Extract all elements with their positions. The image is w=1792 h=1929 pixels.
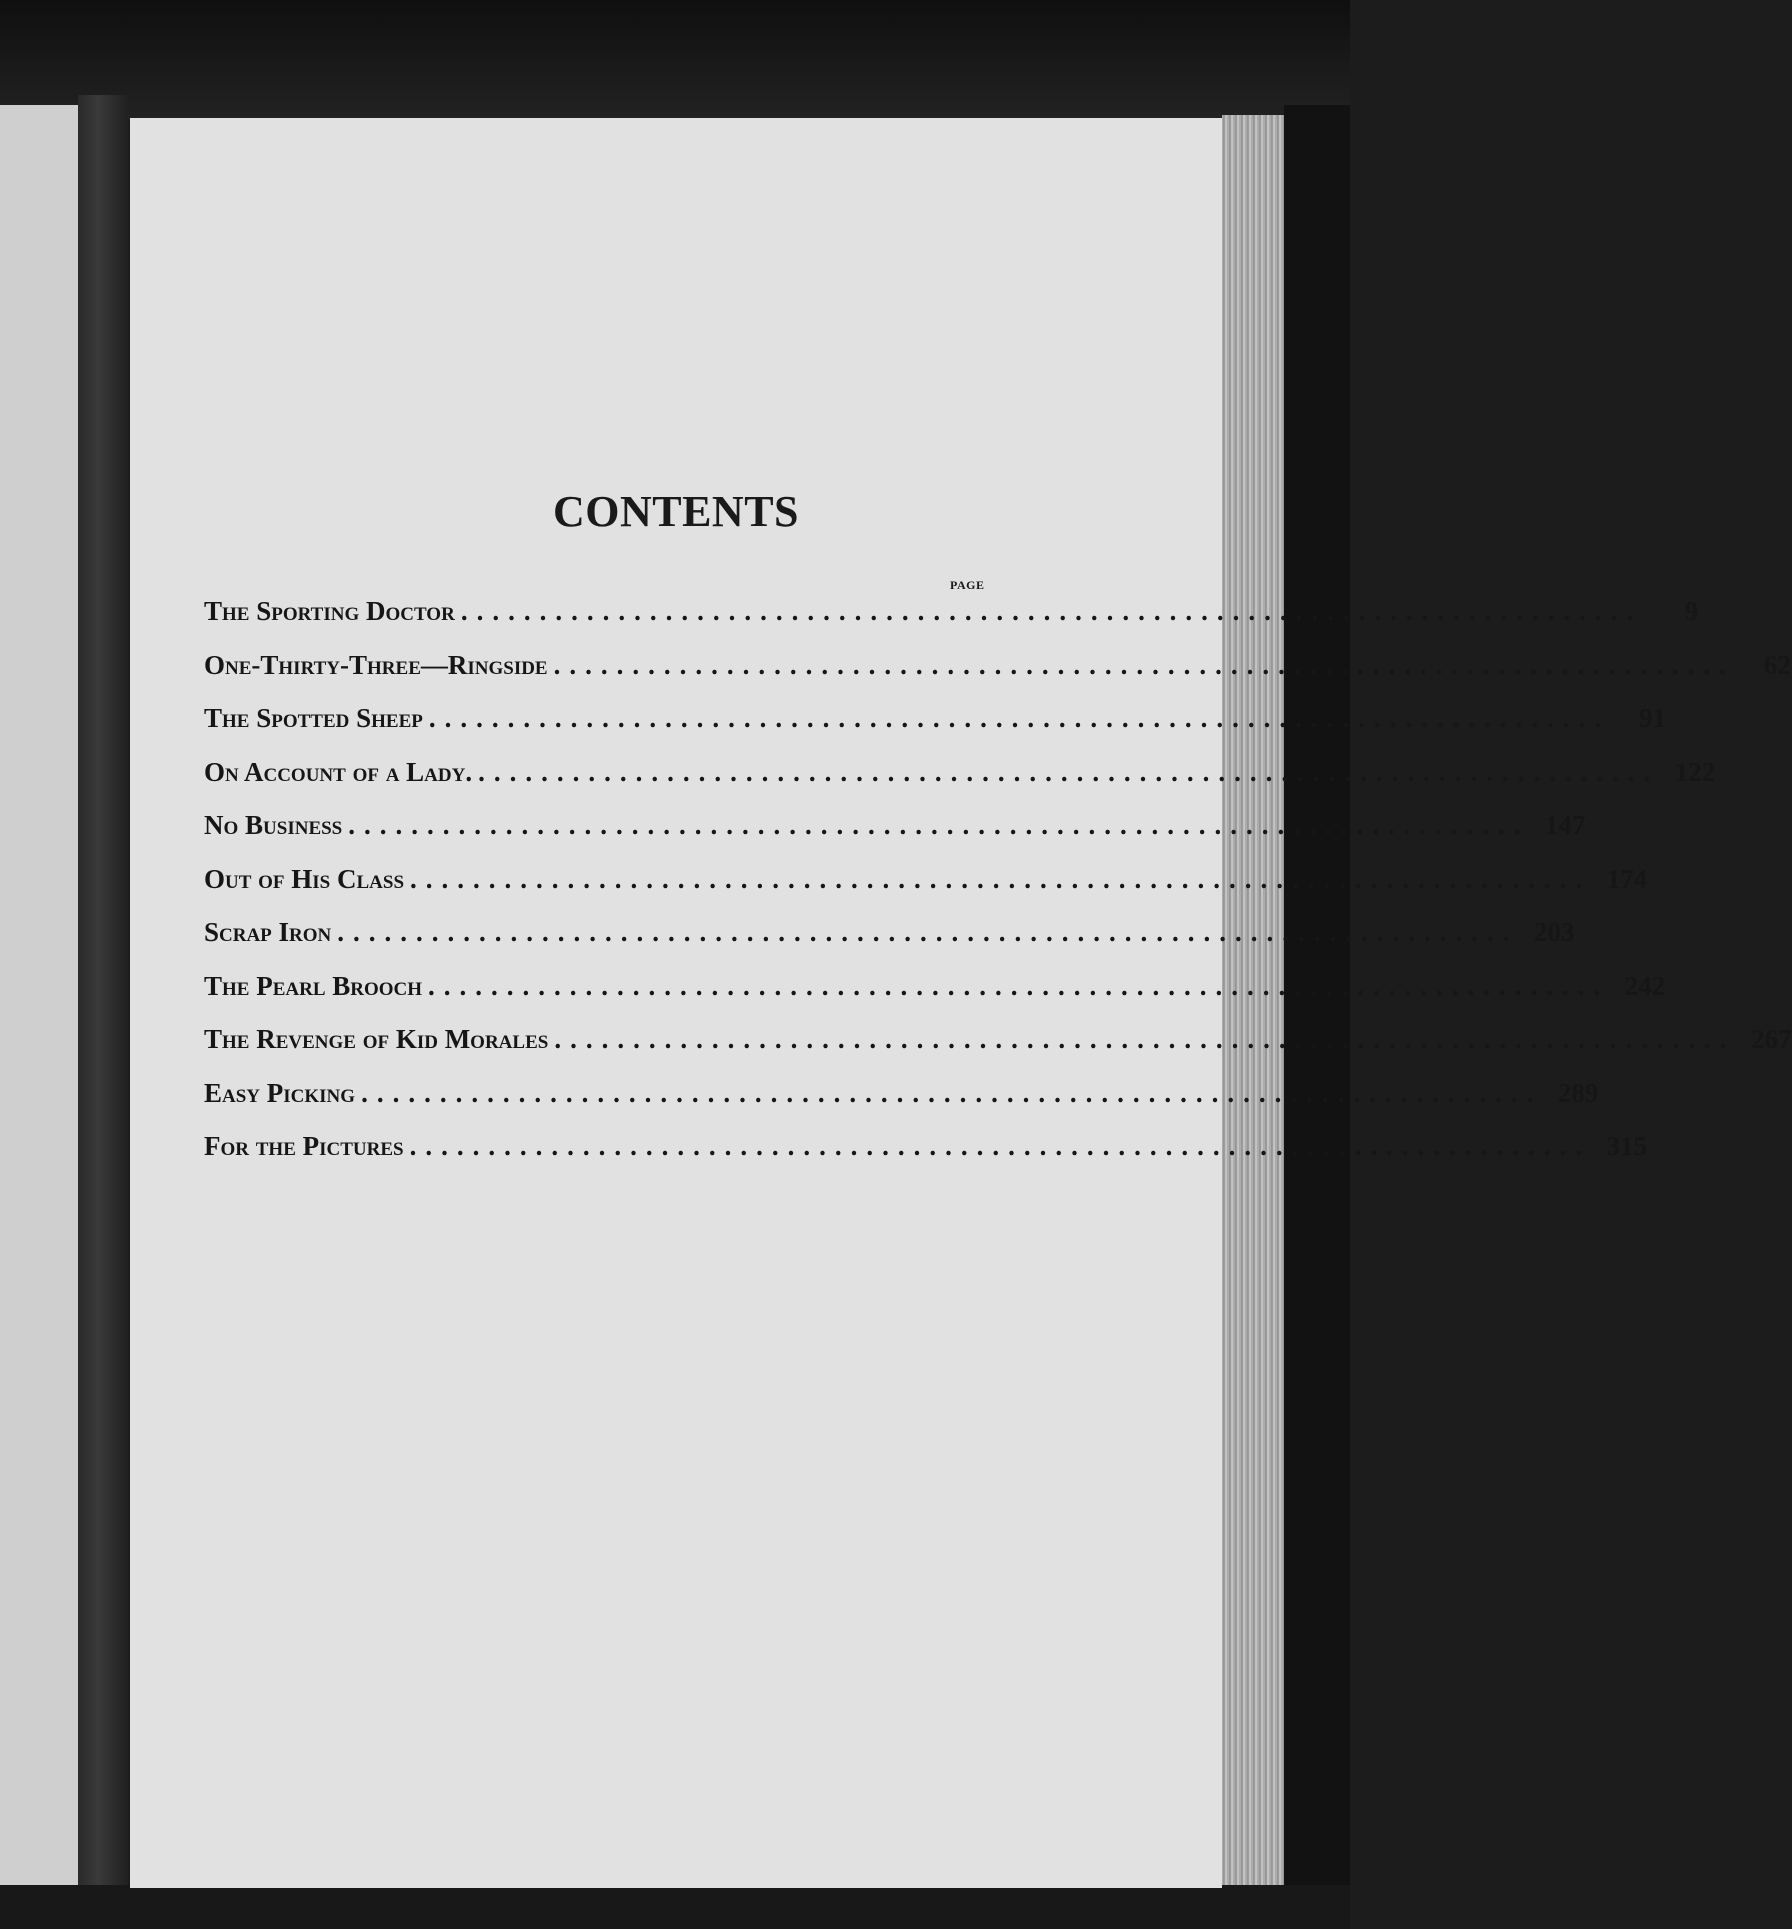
dot-leader: ...........................................................................	[361, 1077, 1543, 1108]
toc-entry-page: 122	[1674, 756, 1716, 787]
toc-entry-title: One-Thirty-Three—Ringside	[204, 649, 548, 680]
dot-leader: ...........................................................................	[428, 703, 1611, 733]
dot-leader: ...........................................................................	[337, 917, 1519, 947]
toc-entry	[204, 596, 1699, 650]
toc-entry	[204, 810, 1586, 864]
toc-entry-page: 267	[1751, 1024, 1792, 1054]
toc-entry	[204, 756, 1716, 811]
toc-entry	[204, 1024, 1792, 1078]
page-column-label: PAGE	[950, 578, 985, 592]
toc-entry-page: 9	[1684, 596, 1699, 626]
toc-entry	[204, 970, 1666, 1025]
toc-entry-page: 203	[1534, 917, 1575, 947]
toc-entry-page: 147	[1545, 810, 1586, 840]
dot-leader: ...........................................................................	[478, 756, 1660, 787]
scan-background-bottom	[0, 1885, 1350, 1929]
toc-entry	[204, 917, 1575, 971]
dot-leader: ...........................................................................	[554, 1024, 1736, 1054]
toc-entry	[204, 863, 1648, 918]
book-spine-shadow	[78, 95, 128, 1895]
toc-entry-title: Easy Picking	[204, 1077, 356, 1108]
toc-entry	[204, 703, 1667, 757]
toc-entry	[204, 649, 1791, 704]
toc-entry-page: 242	[1624, 970, 1666, 1001]
toc-entry-title: The Revenge of Kid Morales	[204, 1024, 549, 1054]
toc-entry-title: For the Pictures	[204, 1131, 404, 1161]
scan-background-right	[1284, 105, 1350, 1929]
toc-entry-title: The Pearl Brooch	[204, 970, 423, 1001]
toc-entry-page: 174	[1606, 863, 1648, 894]
contents-heading: CONTENTS	[552, 487, 800, 536]
toc-entry-title: The Sporting Doctor	[204, 596, 455, 626]
dot-leader: ...........................................................................	[409, 1131, 1591, 1161]
dot-leader: ...........................................................................	[460, 596, 1643, 626]
dot-leader: ...........................................................................	[428, 970, 1610, 1001]
scan-background-top	[0, 0, 1350, 120]
table-of-contents	[204, 596, 1792, 1185]
toc-entry-page: 289	[1557, 1077, 1599, 1108]
toc-entry-title: No Business	[204, 810, 343, 840]
dot-leader: ...........................................................................	[348, 810, 1530, 840]
toc-entry-page: 91	[1639, 703, 1667, 733]
left-page-edge	[0, 105, 81, 1895]
toc-entry-title: Scrap Iron	[204, 917, 332, 947]
toc-entry	[204, 1077, 1599, 1132]
toc-entry-title: Out of His Class	[204, 863, 405, 894]
book-page	[130, 118, 1792, 1888]
dot-leader: ...........................................................................	[410, 863, 1592, 894]
toc-entry-page: 62	[1763, 649, 1791, 680]
toc-entry-page: 315	[1606, 1131, 1647, 1161]
toc-entry-title: On Account of a Lady.	[204, 756, 473, 787]
toc-entry	[204, 1131, 1647, 1185]
toc-entry-title: The Spotted Sheep	[204, 703, 423, 733]
dot-leader: ...........................................................................	[553, 649, 1735, 680]
